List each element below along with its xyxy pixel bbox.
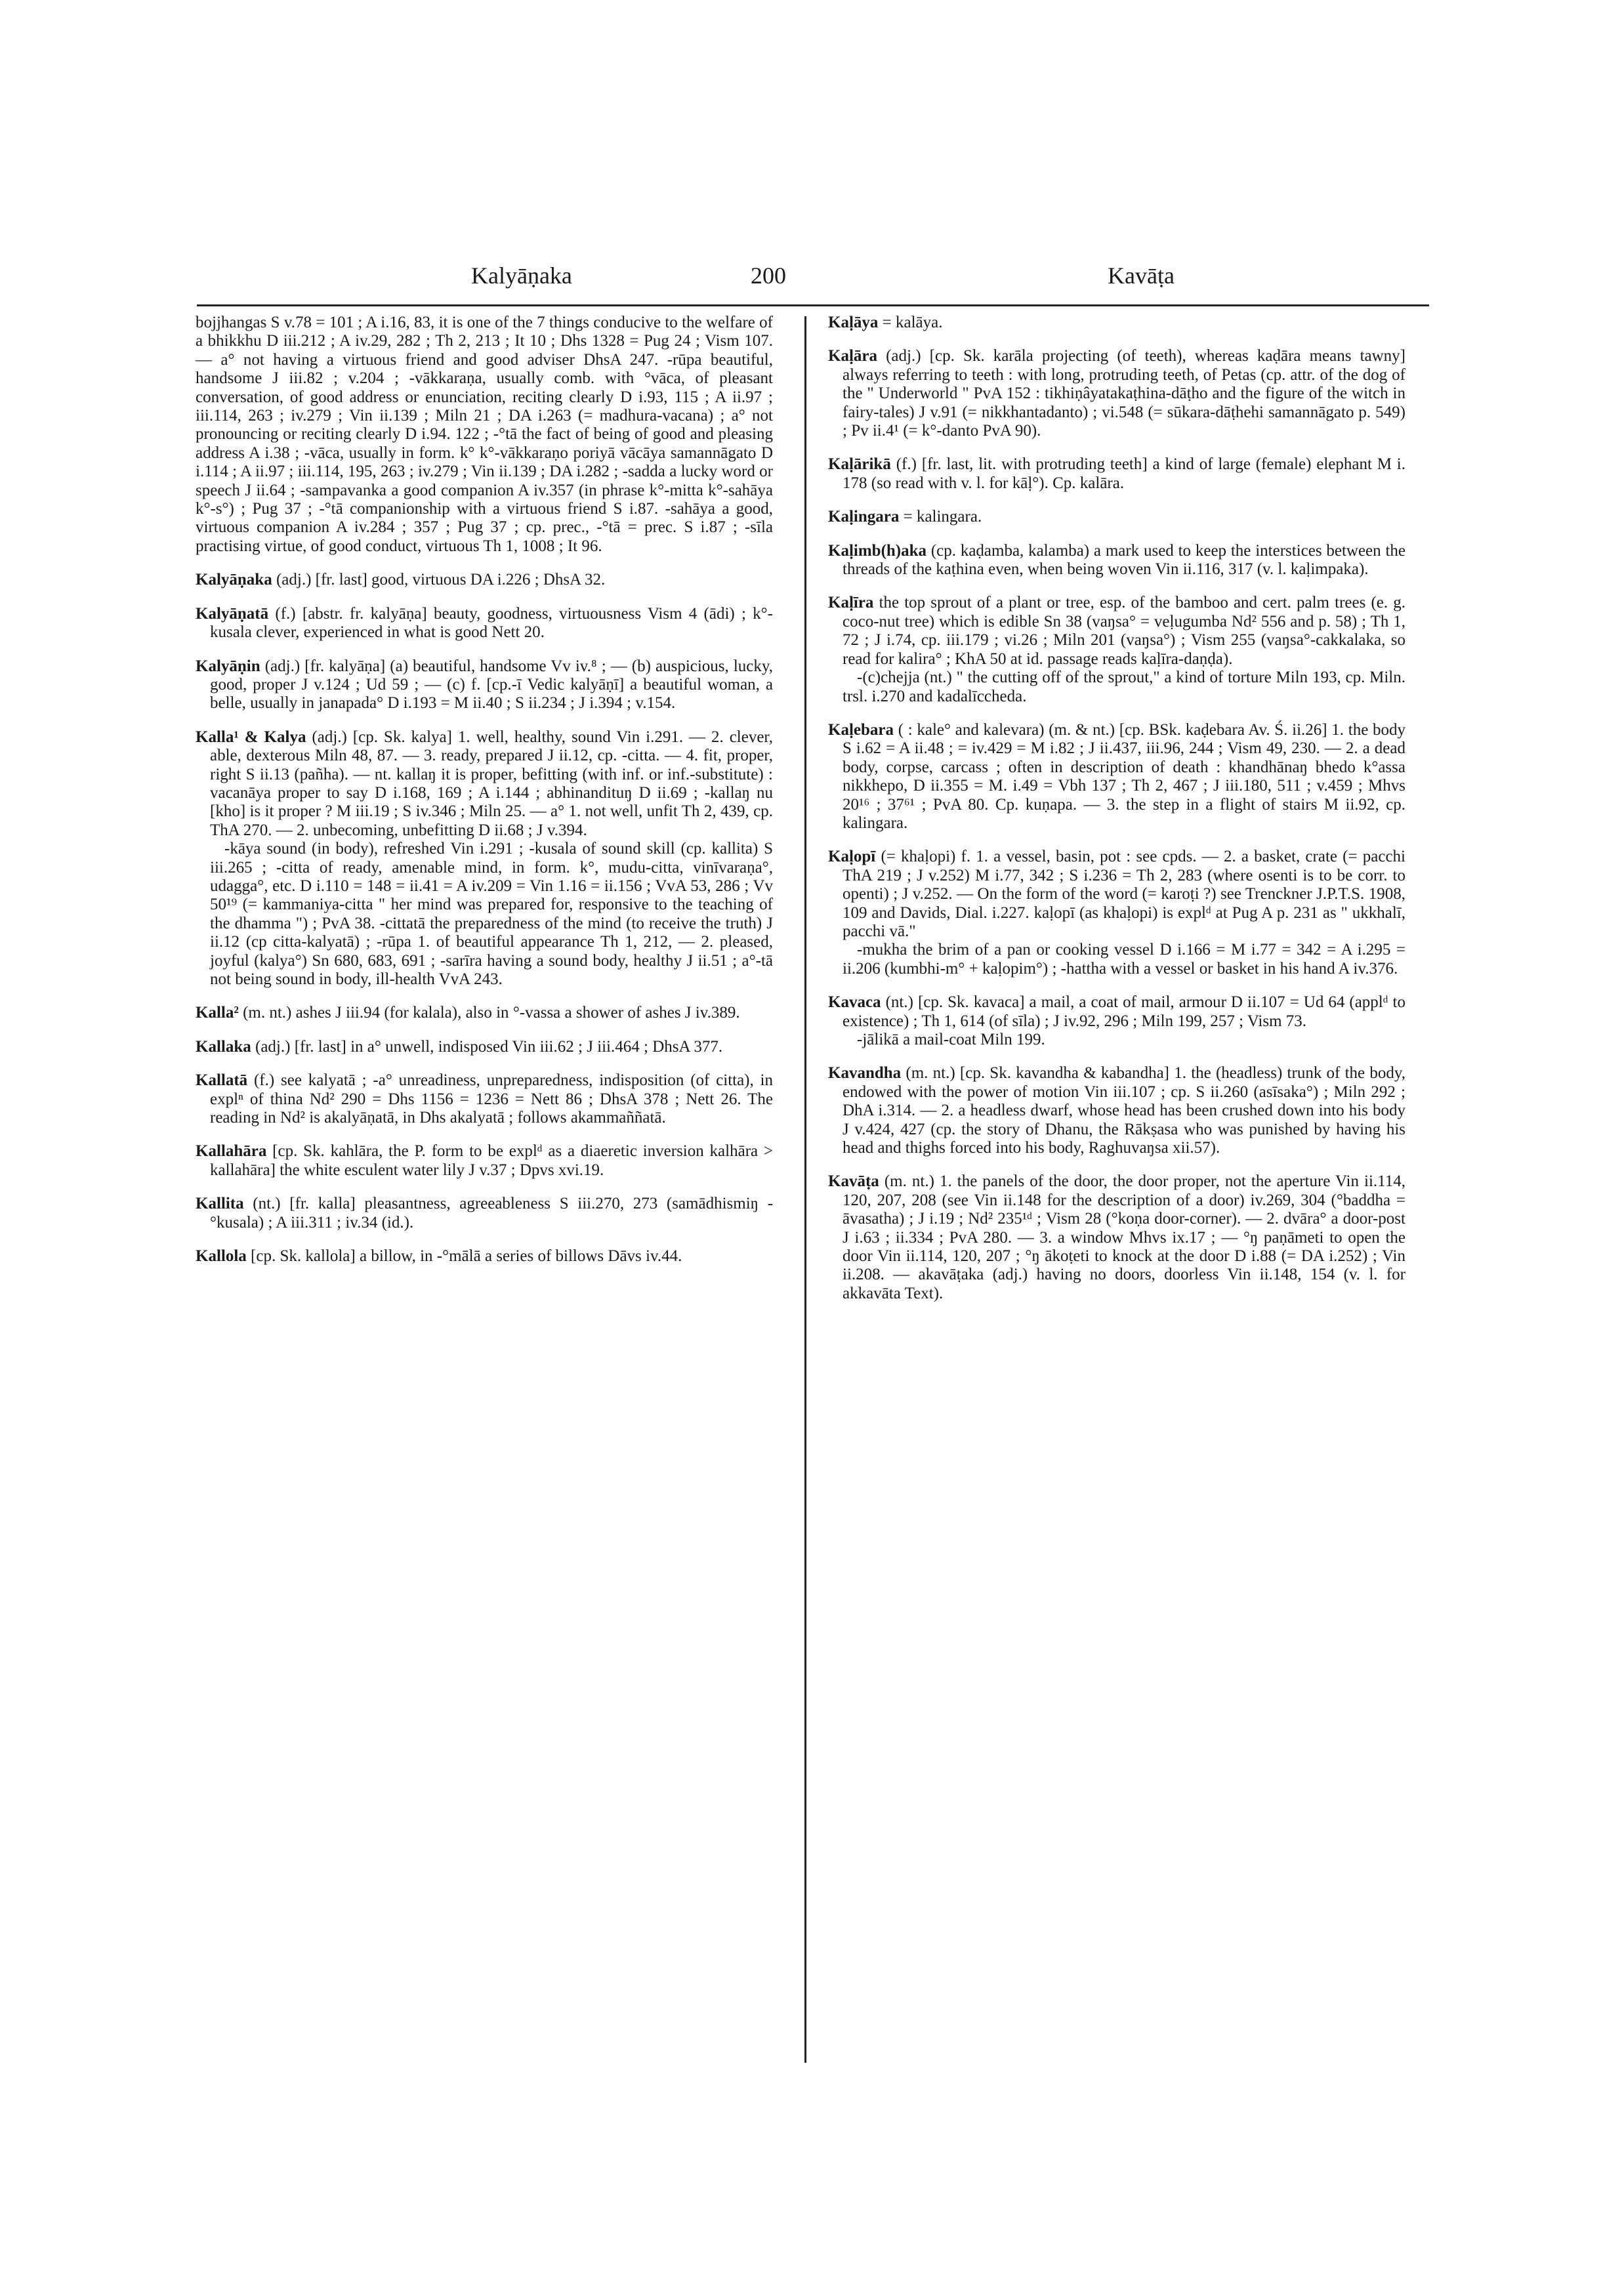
entry-text: (adj.) [cp. Sk. kalya] 1. well, healthy, sound Vin i.291. — 2. clever, able, dexterous Miln 48, 87. — 3. ready, prepared J ii.12, cp. -citta. — 4. fit, proper, right S ii.13 (pañha). — nt. kallaŋ it is proper, befitting (with inf. or inf.-substitute) : vacanāya proper to say D i.168, 169 ; A i.144 ; abhinandituŋ D ii.69 ; -kallaŋ nu [kho] is it proper ? M iii.19 ; S iv.346 ; Miln 25. — a° 1. not well, unfit Th 2, 439, cp. ThA 270. — 2. unbecoming, unbefitting D ii.68 ; J v.394.: [210, 728, 773, 839]
entry-headword: Kalyāṇaka: [196, 571, 272, 589]
entry-headword: Kalyāṇin: [196, 657, 260, 675]
dictionary-entry: [828, 848, 1405, 941]
dictionary-entry: [196, 314, 773, 556]
dictionary-entry: [828, 1172, 1405, 1303]
entry-headword: Kallola: [196, 1247, 247, 1266]
dictionary-entry: [196, 1038, 773, 1056]
dictionary-entry: [196, 1004, 773, 1022]
right-column: [828, 314, 1405, 2059]
entry-text: (m. nt.) 1. the panels of the door, the door proper, not the aperture Vin ii.114, 120, 207, 208 (see Vin ii.148 for the description of a door) iv.269, 304 (°baddha = āvasatha) ; J i.19 ; Nd² 235¹ᵈ ; Vism 28 (°koṇa door-corner). — 2. dvāra° a door-post J i.63 ; ii.334 ; PvA 280. — 3. a window Mhvs ix.17 ; — °ŋ paṇāmeti to open the door Vin ii.114, 120, 207 ; °ŋ ākoṭeti to knock at the door D i.88 (= DA i.252) ; Vin ii.208. — akavāṭaka (adj.) having no doors, doorless Vin ii.148, 154 (v. l. for akkavāta Text).: [843, 1172, 1405, 1302]
dictionary-entry: [828, 721, 1405, 833]
entry-text: (nt.) [fr. kalla] pleasantness, agreeableness S iii.270, 273 (samādhismiŋ -°kusala) ; A iii.311 ; iv.34 (id.).: [210, 1195, 773, 1231]
entry-subsection: -jālikā a mail-coat Miln 199.: [857, 1031, 1045, 1048]
entry-subsection: -mukha the brim of a pan or cooking vessel D i.166 = M i.77 = 342 = A i.295 = ii.206 (kumbhi-m° + kaḷopim°) ; -hattha with a vessel or basket in his hand A iv.376.: [843, 941, 1405, 978]
entry-subsection: -kāya sound (in body), refreshed Vin i.291 ; -kusala of sound skill (cp. kallita) S iii.265 ; -citta of ready, amenable mind, in form. k°, mudu-citta, vinīvaraṇa°, udagga°, etc. D i.110 = 148 = ii.41 = A iv.209 = Vin 1.16 = ii.156 ; VvA 53, 286 ; Vv 50¹⁹ (= kammaniya-citta " her mind was prepared for, responsive to the teaching of the dhamma ") ; PvA 38. -cittatā the preparedness of the mind (to receive the truth) J ii.12 (cp citta-kalyatā) ; -rūpa 1. of beautiful appearance Th 1, 212, — 2. pleased, joyful (kalya°) Sn 680, 683, 691 ; -sarīra having a sound body, healthy J ii.51 ; a°-tā not being sound in body, ill-health VvA 243.: [210, 840, 773, 988]
left-column: [196, 314, 773, 2059]
entry-headword: Kallita: [196, 1195, 244, 1213]
entry-text: [cp. Sk. kallola] a billow, in -°mālā a series of billows Dāvs iv.44.: [251, 1247, 682, 1266]
entry-text: (f.) [abstr. fr. kalyāṇa] beauty, goodness, virtuousness Vism 4 (ādi) ; k°-kusala clever, experienced in what is good Nett 20.: [210, 604, 773, 642]
dictionary-entry: [196, 1195, 773, 1232]
entry-headword: Kaḷārikā: [828, 455, 891, 474]
entry-text: (adj.) [fr. last] in a° unwell, indisposed Vin iii.62 ; J iii.464 ; DhsA 377.: [255, 1037, 723, 1056]
dictionary-entry: [828, 508, 1405, 526]
dictionary-entry: [196, 728, 773, 840]
entry-headword: Kaḷingara: [828, 508, 900, 526]
entry-subsection: -(c)chejja (nt.) " the cutting off of the sprout," a kind of torture Miln 193, cp. Miln. trsl. i.270 and kadalīccheda.: [843, 669, 1405, 705]
dictionary-entry: [828, 1064, 1405, 1157]
dictionary-entry: [828, 993, 1405, 1031]
entry-text: [cp. Sk. kahlāra, the P. form to be explᵈ as a diaeretic inversion kalhāra > kallahāra] the white esculent water lily J v.37 ; Dpvs xvi.19.: [210, 1142, 773, 1179]
entry-headword: Kalyāṇatā: [196, 604, 269, 623]
entry-text: (m. nt.) ashes J iii.94 (for kalala), also in °-vassa a shower of ashes J iv.389.: [243, 1004, 740, 1022]
entry-headword: Kalla²: [196, 1004, 239, 1022]
dictionary-entry: [196, 657, 773, 713]
dictionary-entry: [196, 571, 773, 589]
entry-headword: Kavaca: [828, 993, 881, 1012]
dictionary-entry: [196, 1247, 773, 1266]
dictionary-entry: [828, 455, 1405, 493]
dictionary-entry: [828, 594, 1405, 669]
entry-text: ( : kale° and kalevara) (m. & nt.) [cp. BSk. kaḍebara Av. Ś. ii.26] 1. the body S i.62 = A ii.48 ; = iv.429 = M i.82 ; J ii.437, iii.96, 244 ; Vism 49, 230. — 2. a dead body, corpse, carcass ; often in description of death : khandhānaŋ bhedo k°assa nikkhepo, D ii.355 = M. i.49 = Vbh 137 ; Th 2, 467 ; J iii.180, 511 ; v.459 ; Mhvs 20¹⁶ ; 37⁶¹ ; PvA 80. Cp. kuṇapa. — 3. the step in a flight of stairs M ii.92, cp. kalingara.: [843, 720, 1405, 832]
header-rule: [197, 304, 1429, 306]
entry-headword: Kallatā: [196, 1071, 248, 1090]
entry-headword: Kavāṭa: [828, 1172, 879, 1191]
entry-text: = kalingara.: [903, 508, 982, 526]
entry-text: (adj.) [fr. last] good, virtuous DA i.226 ; DhsA 32.: [276, 571, 606, 589]
entry-text: the top sprout of a plant or tree, esp. of the bamboo and cert. palm trees (e. g. coco-nut tree) which is edible Sn 38 (vaŋsa° = veḷugumba Nd² 556 and p. 58) ; Th 1, 72 ; J i.74, cp. iii.179 ; vi.26 ; Miln 201 (vaŋsa°) ; Vism 255 (vaŋsa°-cakkalaka, so read for kalira° ; KhA 50 at id. passage reads kaḷīra-daṇḍa).: [843, 594, 1405, 668]
column-divider: [804, 316, 806, 2063]
entry-headword: Kalla¹ & Kalya: [196, 728, 306, 746]
dictionary-entry: [828, 542, 1405, 579]
entry-text: (cp. kaḍamba, kalamba) a mark used to keep the interstices between the threads of the kaṭhina even, when being woven Vin ii.116, 317 (v. l. kaḷimpaka).: [843, 541, 1405, 579]
running-head-right: Kavāṭa: [1108, 262, 1175, 289]
entry-headword: Kaḷopī: [828, 848, 876, 866]
entry-text: bojjhangas S v.78 = 101 ; A i.16, 83, it is one of the 7 things conducive to the welfare of a bhikkhu D iii.212 ; A iv.29, 282 ; Th 2, 213 ; It 10 ; Dhs 1328 = Pug 24 ; Vism 107. — a° not having a virtuous friend and good adviser DhsA 247. -rūpa beautiful, handsome J iii.82 ; v.204 ; -vākkaraṇa, usually comb. with °vāca, of pleasant conversation, of good address or enunciation, reciting clearly D i.93, 115 ; A ii.97 ; iii.114, 263 ; iv.279 ; Vin ii.139 ; Miln 21 ; DA i.263 (= madhura-vacana) ; a° not pronouncing or reciting clearly D i.94. 122 ; -°tā the fact of being of good and pleasing address A i.38 ; -vāca, usually in form. k° k°-vākkaraṇo poriyā vācāya samannāgato D i.114 ; A ii.97 ; iii.114, 195, 263 ; iv.279 ; Vin ii.139 ; DA i.282 ; -sadda a lucky word or speech J ii.64 ; -sampavanka a good companion A iv.357 (in phrase k°-mitta k°-sahāya k°-s°) ; Pug 37 ; -°tā companionship with a virtuous friend S i.87. -sahāya a good, virtuous companion A iv.284 ; 357 ; Pug 37 ; cp. prec., -°tā = prec. S i.87 ; -sīla practising virtue, of good conduct, virtuous Th 1, 1008 ; It 96.: [196, 314, 773, 555]
entry-headword: Kallahāra: [196, 1142, 267, 1161]
entry-text: = kalāya.: [882, 314, 943, 331]
entry-headword: Kaḷāya: [828, 314, 879, 331]
dictionary-entry: [196, 1071, 773, 1127]
dictionary-entry: [828, 314, 1405, 332]
dictionary-entry: [828, 347, 1405, 440]
entry-headword: Kavandha: [828, 1064, 902, 1083]
running-head-left: Kalyāṇaka: [471, 262, 572, 289]
entry-headword: Kaḷimb(h)aka: [828, 541, 927, 560]
entry-headword: Kallaka: [196, 1037, 251, 1056]
entry-headword: Kaḷebara: [828, 720, 894, 739]
page-number: 200: [751, 262, 786, 289]
entry-text: (adj.) [fr. kalyāṇa] (a) beautiful, handsome Vv iv.⁸ ; — (b) auspicious, lucky, good, proper J v.124 ; Ud 59 ; — (c) f. [cp.-ī Vedic kalyāṇī] a beautiful woman, a belle, usually in janapada° D i.193 = M ii.40 ; S ii.234 ; J i.394 ; v.154.: [210, 657, 773, 713]
entry-text: (m. nt.) [cp. Sk. kavandha & kabandha] 1. the (headless) trunk of the body, endowed with the power of motion Vin iii.107 ; cp. S ii.260 (asīsaka°) ; Miln 292 ; DhA i.314. — 2. a headless dwarf, whose head has been crushed down into his body J v.424, 427 (cp. the story of Dhanu, the Rākṣasa who was punished by having his head and thighs forced into his body, Raghuvaŋsa xii.57).: [843, 1064, 1405, 1157]
dictionary-entry: [196, 1142, 773, 1180]
entry-headword: Kaḷīra: [828, 594, 874, 612]
entry-text: (f.) [fr. last, lit. with protruding teeth] a kind of large (female) elephant M i. 178 (so read with v. l. for kāḷ°). Cp. kalāra.: [843, 455, 1405, 492]
entry-text: (adj.) [cp. Sk. karāla projecting (of teeth), whereas kaḍāra means tawny] always referring to teeth : with long, protruding teeth, of Petas (cp. attr. of the dog of the " Underworld " PvA 152 : tikhiṇâyatakaṭhina-dāṭho and the figure of the witch in fairy-tales) J v.91 (= nikkhantadanto) ; vi.548 (= sūkara-dāṭhehi samannāgato p. 549) ; Pv ii.4¹ (= k°-danto PvA 90).: [843, 347, 1405, 440]
entry-headword: Kaḷāra: [828, 347, 877, 365]
entry-text: (f.) see kalyatā ; -a° unreadiness, unpreparedness, indisposition (of citta), in explⁿ of thina Nd² 290 = Dhs 1156 = 1236 = Nett 86 ; DhsA 378 ; Nett 26. The reading in Nd² is akalyāṇatā, in Dhs akalyatā ; follows akammaññatā.: [210, 1071, 773, 1127]
entry-text: (nt.) [cp. Sk. kavaca] a mail, a coat of mail, armour D ii.107 = Ud 64 (applᵈ to existence) ; Th 1, 614 (of sīla) ; J iv.92, 296 ; Miln 199, 257 ; Vism 73.: [843, 993, 1405, 1030]
entry-text: (= khaḷopi) f. 1. a vessel, basin, pot : see cpds. — 2. a basket, crate (= pacchi ThA 219 ; J v.252) M i.77, 342 ; S i.236 = Th 2, 283 (where osenti is to be corr. to openti) ; J v.252. — On the form of the word (= karoṭi ?) see Trenckner J.P.T.S. 1908, 109 and Davids, Dial. i.227. kaḷopī (as khaḷopi) is explᵈ at Pug A p. 231 as " ukkhalī, pacchi vā.": [843, 848, 1405, 940]
dictionary-entry: [196, 605, 773, 642]
